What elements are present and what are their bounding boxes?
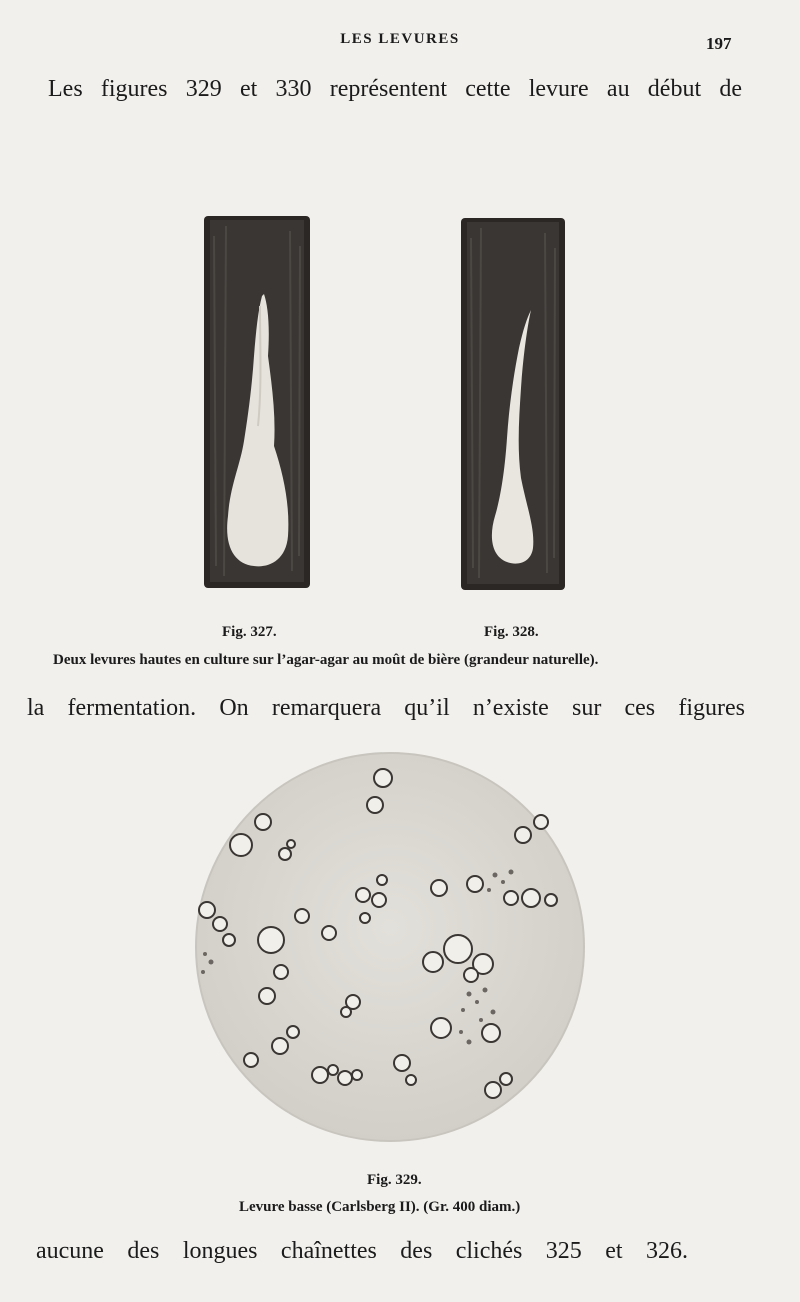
figure-328-label: Fig. 328. [484, 624, 539, 640]
body-text-line-2: la fermentation. On remarquera qu’il n’existe sur ces figures [27, 695, 745, 721]
running-header: LES LEVURES [340, 31, 460, 47]
figures-327-328-caption: Deux levures hautes en culture sur l’agar-agar au moût de bière (grandeur naturelle). [53, 652, 599, 668]
body-text-line-3: aucune des longues chaînettes des clichés 325 et 326. [36, 1238, 688, 1264]
microscope-field-figure-329 [193, 750, 587, 1144]
culture-tube-figure-328 [461, 218, 565, 590]
culture-tube-figure-327 [204, 216, 310, 588]
figure-327-label: Fig. 327. [222, 624, 277, 640]
page-number: 197 [706, 34, 732, 53]
figure-329-label: Fig. 329. [367, 1172, 422, 1188]
body-text-line-1: Les figures 329 et 330 représentent cette levure au début de [48, 76, 742, 102]
figure-329-caption: Levure basse (Carlsberg II). (Gr. 400 diam.) [239, 1199, 521, 1215]
